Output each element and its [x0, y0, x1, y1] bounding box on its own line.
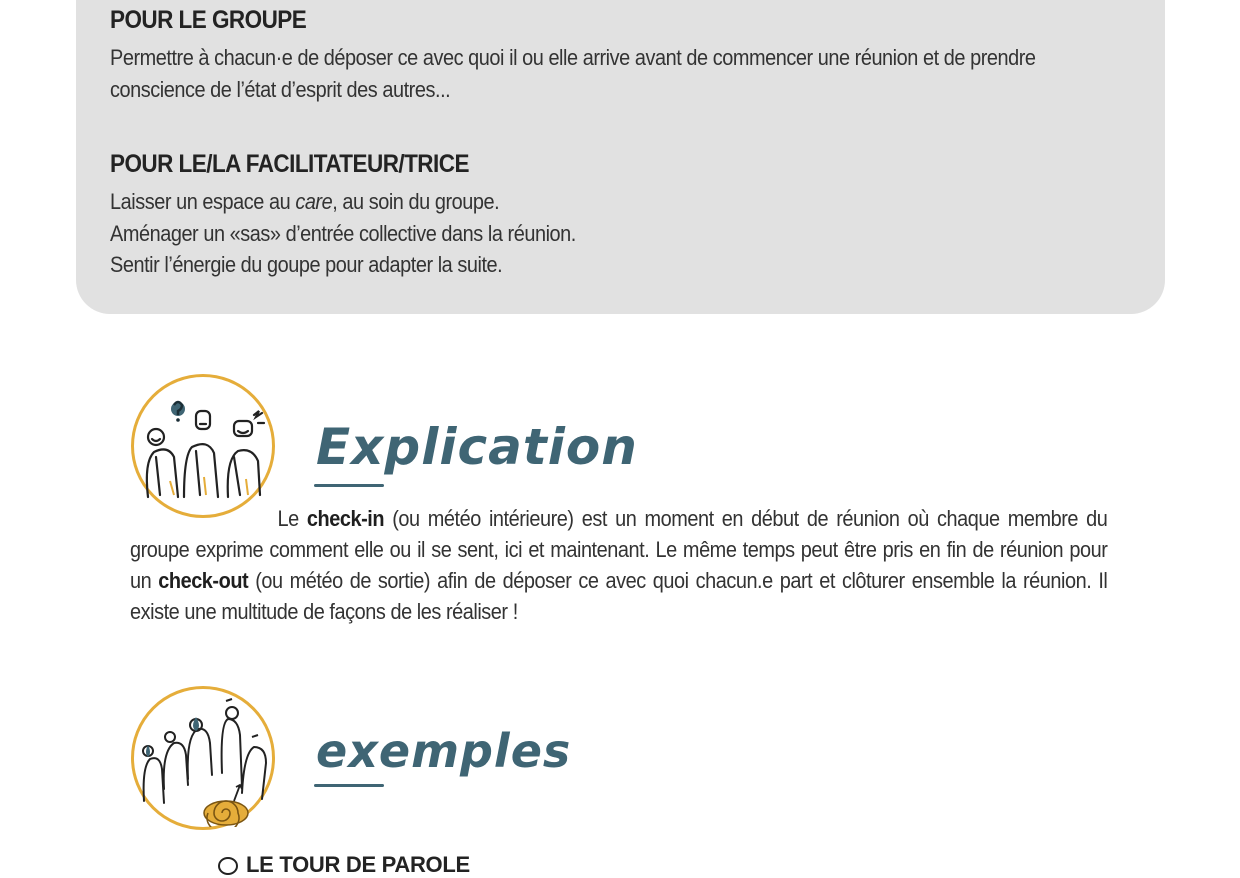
group-heading: POUR LE GROUPE [110, 6, 307, 34]
explication-text-2: (ou météo intérieure) est un moment en début de réunion où chaque membre du groupe exprime comment elle ou il se sent, ici et maintenant. Le même temps peut être pris en fin de réunion pour un [130, 506, 1108, 593]
explication-underline [314, 484, 384, 487]
facilitator-line-2: Aménager un «sas» d’entrée collective dans la réunion. [110, 220, 576, 246]
facilitator-line-1-end: , au soin du groupe. [332, 189, 500, 214]
group-text [110, 42, 1036, 105]
exemples-title: exemples [316, 724, 572, 778]
explication-paragraph [130, 503, 1107, 627]
care-word: care [295, 189, 333, 214]
first-example-heading [218, 852, 470, 878]
people-weather-icon [131, 374, 275, 518]
spiral-people-icon [131, 686, 275, 830]
explication-body [130, 503, 1107, 627]
exemples-underline [314, 784, 384, 787]
check-out-term: check-out [158, 568, 249, 593]
group-text-line-2: conscience de l’état d’esprit des autres... [110, 76, 451, 102]
facilitator-text [110, 186, 576, 281]
explication-title: Explication [316, 418, 638, 476]
facilitator-line-1-start: Laisser un espace au [110, 189, 296, 214]
facilitator-line-3: Sentir l’énergie du goupe pour adapter la suite. [110, 252, 503, 277]
people-weather-drawing [134, 377, 272, 515]
explication-text-3: (ou météo de sortie) afin de déposer ce avec quoi chacun.e part et clôturer ensemble la réunion. Il existe une multitude de façons de les réaliser ! [130, 568, 1108, 624]
check-in-term: check-in [306, 506, 385, 531]
spiral-people-drawing [134, 689, 272, 827]
first-example-title: LE TOUR DE PAROLE [246, 852, 470, 877]
spiral-icon [218, 857, 238, 875]
group-text-line-1: Permettre à chacun·e de déposer ce avec quoi il ou elle arrive avant de commencer une réunion et de prendre [110, 45, 1036, 70]
explication-text-1: Le [277, 506, 307, 531]
facilitator-line-1 [110, 186, 576, 218]
facilitator-heading: POUR LE/LA FACILITATEUR/TRICE [110, 150, 469, 178]
